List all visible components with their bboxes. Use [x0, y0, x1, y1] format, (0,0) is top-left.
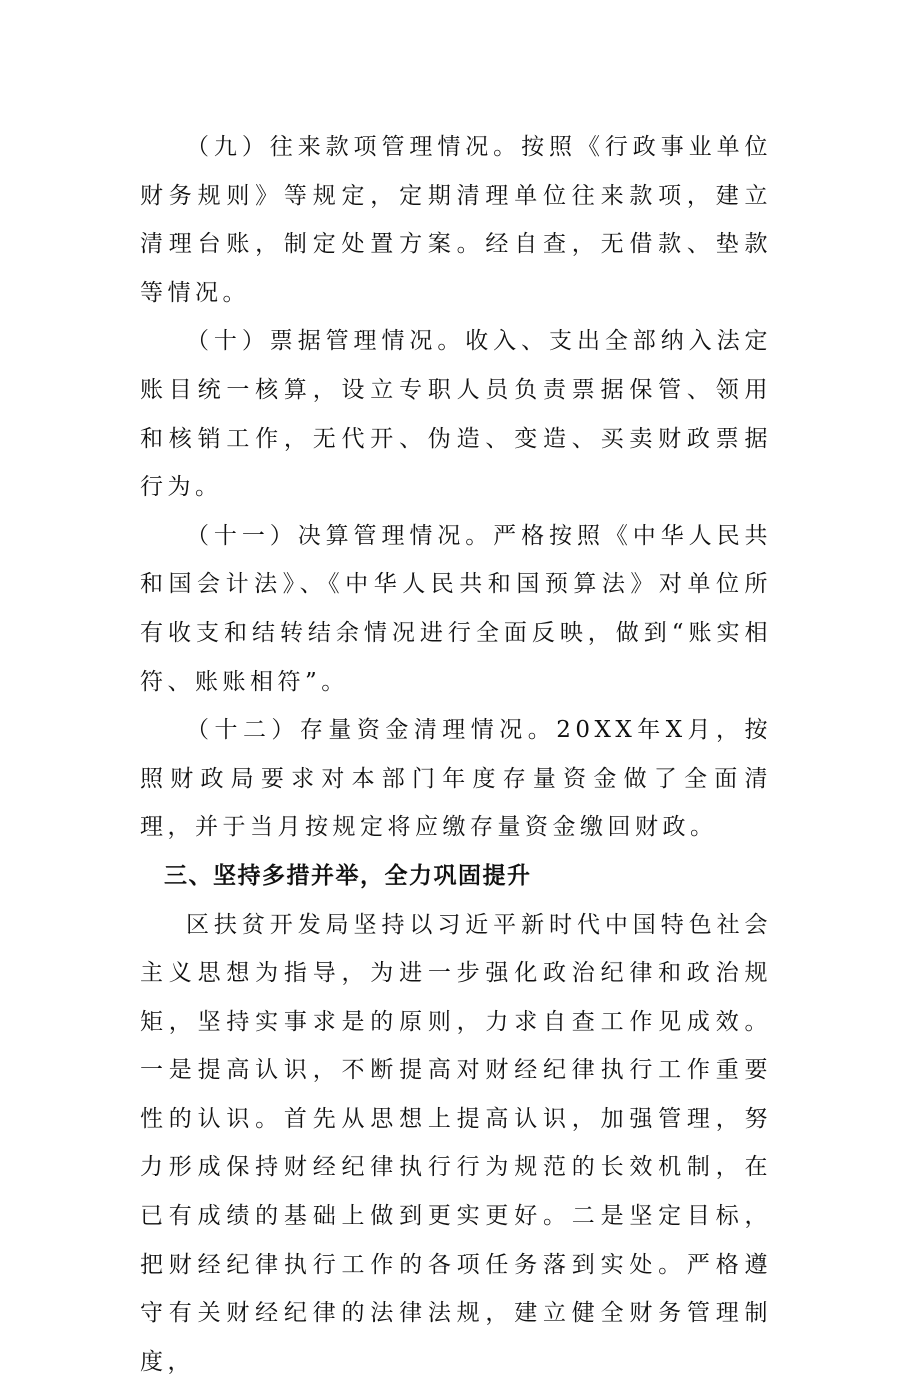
paragraph-measures: 区扶贫开发局坚持以习近平新时代中国特色社会主义思想为指导，为进一步强化政治纪律和政治规矩，坚持实事求是的原则，力求自查工作见成效。一是提高认识，不断提高对财经纪律执行工作重要性的认识。首先从思想上提高认识，加强管理，努力形成保持财经纪律执行行为规范的长效机制，在已有成绩的基础上做到更实更好。二是坚定目标，把财经纪律执行工作的各项任务落到实处。严格遵守有关财经纪律的法律法规，建立健全财务管理制度，	[140, 901, 772, 1386]
paragraph-accounts-receivable: （九）往来款项管理情况。按照《行政事业单位财务规则》等规定，定期清理单位往来款项，建立清理台账，制定处置方案。经自查，无借款、垫款等情况。	[140, 123, 772, 317]
paragraph-final-accounts: （十一）决算管理情况。严格按照《中华人民共和国会计法》、《中华人民共和国预算法》对单位所有收支和结转结余情况进行全面反映，做到“账实相符、账账相符”。	[140, 512, 772, 706]
paragraph-stock-funds: （十二）存量资金清理情况。20XX年X月，按照财政局要求对本部门年度存量资金做了全面清理，并于当月按规定将应缴存量资金缴回财政。	[140, 706, 772, 852]
section-heading: 三、坚持多措并举，全力巩固提升	[140, 852, 772, 901]
document-body	[140, 123, 772, 1386]
paragraph-bill-management: （十）票据管理情况。收入、支出全部纳入法定账目统一核算，设立专职人员负责票据保管、领用和核销工作，无代开、伪造、变造、买卖财政票据行为。	[140, 317, 772, 511]
